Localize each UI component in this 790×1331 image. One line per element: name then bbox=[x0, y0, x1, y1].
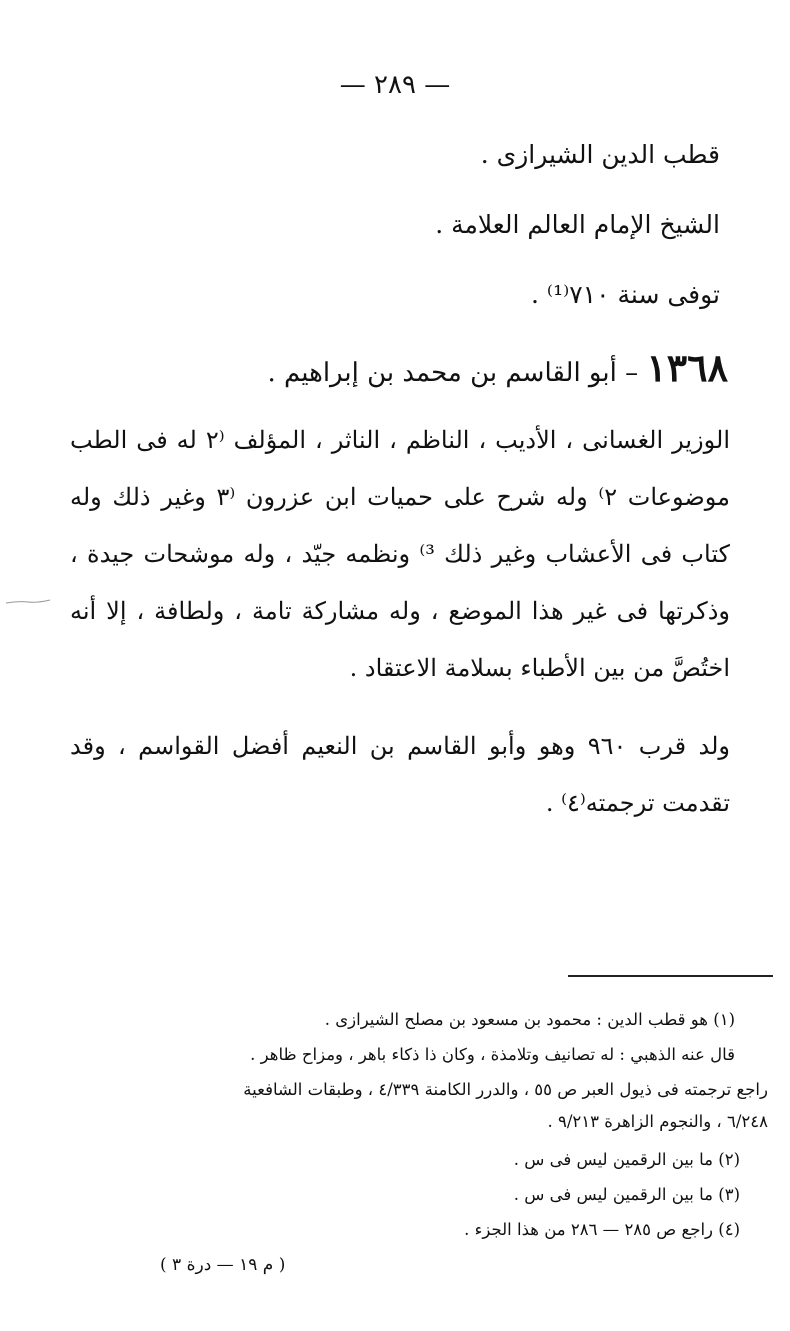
footnote: (١) هو قطب الدين : محمود بن مسعود بن مصلح الشيرازى . bbox=[324, 1010, 735, 1029]
footnote: (٢) ما بين الرقمين ليس فى س . bbox=[513, 1150, 740, 1169]
signature-mark: ( م ١٩ — درة ٣ ) bbox=[160, 1255, 286, 1275]
footnote: راجع ترجمته فى ذيول العبر ص ٥٥ ، والدرر الكامنة ٤/٣٣٩ ، وطبقات الشافعية bbox=[243, 1080, 768, 1099]
text-line: توفى سنة ٧١٠⁽¹⁾ . bbox=[531, 280, 720, 309]
page-number: — ٢٨٩ — bbox=[339, 70, 451, 100]
entry-name: – أبو القاسم بن محمد بن إبراهيم . bbox=[267, 358, 639, 388]
footnote-divider bbox=[568, 975, 773, 977]
biography-paragraph: الوزير الغسانى ، الأديب ، الناظم ، الناثر ، المؤلف ⁽٢ له فى الطب موضوعات ٢⁾ وله شرح على حميات ابن عزرون ⁽٣ وغير ذلك وله كتاب فى الأعشاب وغير ذلك ³⁾ ونظمه جيّد ، وله موشحات جيدة ، وذكرتها فى غير هذا الموضع ، وله مشاركة تامة ، ولطافة ، إلا أنه اختُصَّ من بين الأطباء بسلامة الاعتقاد . bbox=[70, 426, 731, 682]
footnote: (٤) راجع ص ٢٨٥ — ٢٨٦ من هذا الجزء . bbox=[464, 1220, 740, 1239]
entry-number: ١٣٦٨ bbox=[646, 345, 728, 390]
footnote: ٦/٢٤٨ ، والنجوم الزاهرة ٩/٢١٣ . bbox=[547, 1112, 768, 1131]
footnote: قال عنه الذهبي : له تصانيف وتلامذة ، وكان ذا ذكاء باهر ، ومزاح ظاهر . bbox=[250, 1045, 735, 1064]
text-line: الشيخ الإمام العالم العلامة . bbox=[435, 210, 720, 239]
footnote: (٣) ما بين الرقمين ليس فى س . bbox=[513, 1185, 740, 1204]
text-line: قطب الدين الشيرازى . bbox=[480, 140, 720, 169]
biography-paragraph: ولد قرب ٩٦٠ وهو وأبو القاسم بن النعيم أفضل القواسم ، وقد تقدمت ترجمته⁽٤⁾ . bbox=[70, 732, 730, 817]
margin-pencil-mark bbox=[4, 598, 52, 606]
biography-entry-heading bbox=[68, 345, 728, 390]
